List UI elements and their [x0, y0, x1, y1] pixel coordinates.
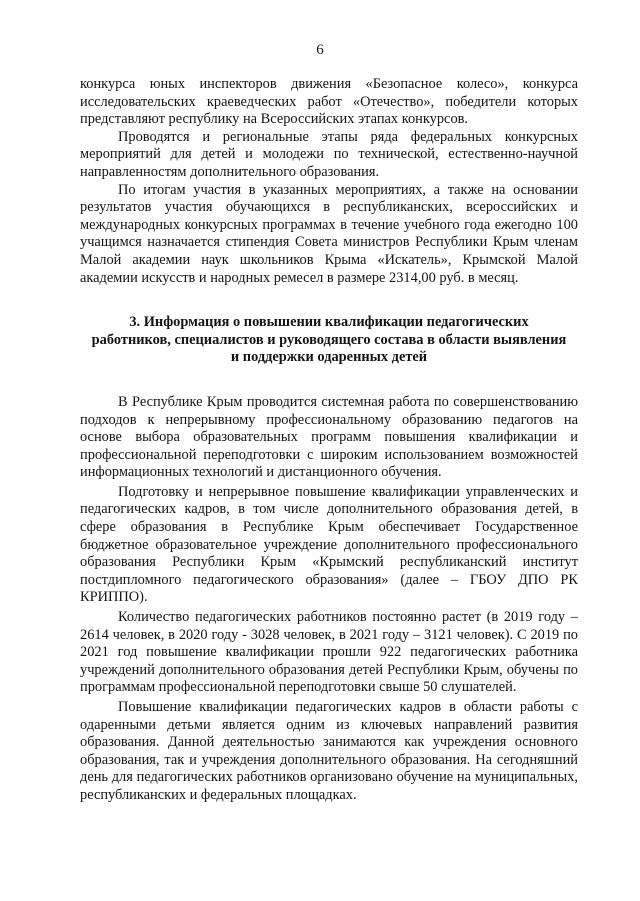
paragraph: Повышение квалификации педагогических кадров в области работы с одаренными детьми является одним из ключевых направлений развития образования. Данной деятельностью занимаются как учреждения основного образования, так и учреждения дополнительного образования. На сегодняшний день для педагогических работников организовано обучение на муниципальных, республиканских и федеральных площадках.: [80, 699, 578, 803]
paragraph: В Республике Крым проводится системная работа по совершенствованию подходов к непрерывному профессиональному образованию педагогов на основе выбора образовательных программ повышения квалификации и профессиональной переподготовки с широким использованием возможностей информационных технологий и дистанционного обучения.: [80, 393, 578, 481]
section-heading: [80, 314, 578, 367]
paragraph: Подготовку и непрерывное повышение квалификации управленческих и педагогических кадров, в том числе дополнительного образования детей, в сфере образования в Республике Крым обеспечивает Государственное бюджетное образовательное учреждение дополнительного профессионального образования Республики Крым «Крымский республиканский институт постдипломного педагогического образования» (далее – ГБОУ ДПО РК КРИППО).: [80, 483, 578, 606]
paragraph: Проводятся и региональные этапы ряда федеральных конкурсных мероприятий для детей и молодежи по технической, естественно-научной направленностям дополнительного образования.: [80, 128, 578, 180]
paragraph: По итогам участия в указанных мероприятиях, а также на основании результатов участия обучающихся в республиканских, всероссийских и международных конкурсных программах в течение учебного года ежегодно 100 учащимся назначается стипендия Совета министров Республики Крым членам Малой академии наук школьников Крыма «Искатель», Крымской Малой академии искусств и народных ремесел в размере 2314,00 руб. в месяц.: [80, 181, 578, 286]
section-heading-line: 3. Информация о повышении квалификации педагогических: [129, 314, 529, 331]
paragraph: Количество педагогических работников постоянно растет (в 2019 году – 2614 человек, в 2020 году - 3028 человек, в 2021 году – 3121 человек). С 2019 по 2021 год повышение квалификации прошли 922 педагогических работника учреждений дополнительного образования детей Республики Крым, обучены по программам профессиональной переподготовки свыше 50 слушателей.: [80, 609, 578, 696]
paragraph: конкурса юных инспекторов движения «Безопасное колесо», конкурса исследовательских краеведческих работ «Отечество», победители которых представляют республику на Всероссийских этапах конкурсов.: [80, 76, 578, 128]
page-number: 6: [316, 42, 324, 58]
section-heading-line: работников, специалистов и руководящего состава в области выявления: [91, 331, 567, 348]
section-heading-line: и поддержки одаренных детей: [230, 349, 428, 366]
document-body: [80, 76, 578, 805]
